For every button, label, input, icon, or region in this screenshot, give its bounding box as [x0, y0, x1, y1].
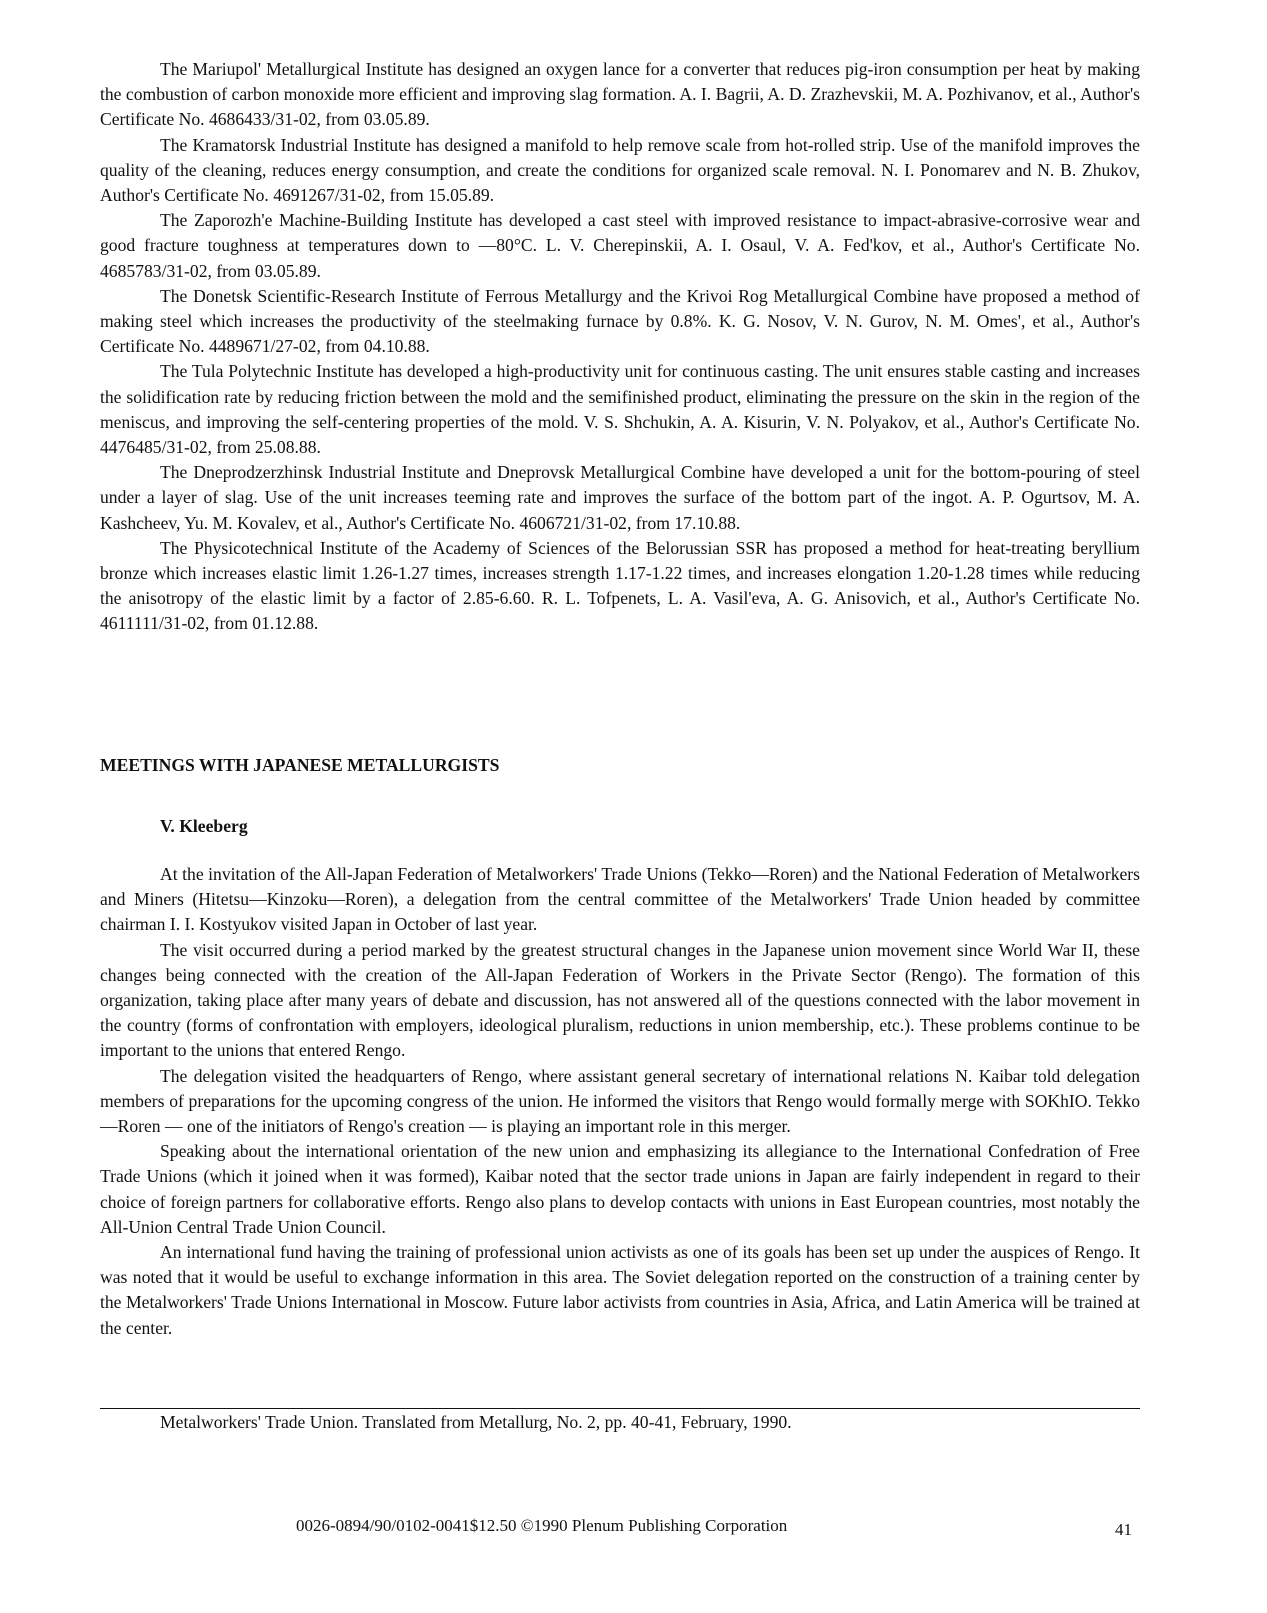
- abstract-paragraph: The Zaporozh'e Machine-Building Institute has developed a cast steel with improved resistance to impact-abrasive-corrosive wear and good fracture toughness at temperatures down to —80°C. L. V. Cherepinskii, A. I. Osaul, V. A. Fed'kov, et al., Author's Certificate No. 4685783/31-02, from 03.05.89.: [100, 210, 1140, 281]
- source-note: Metalworkers' Trade Union. Translated from Metallurg, No. 2, pp. 40-41, February, 1990.: [160, 1412, 792, 1432]
- footnote-divider: [100, 1408, 1140, 1409]
- article-title: MEETINGS WITH JAPANESE METALLURGISTS: [100, 755, 500, 775]
- article-author: V. Kleeberg: [160, 816, 248, 836]
- abstracts-section: [100, 57, 1140, 637]
- article-paragraph: At the invitation of the All-Japan Federation of Metalworkers' Trade Unions (Tekko—Roren) and the National Federation of Metalworkers and Miners (Hitetsu—Kinzoku—Roren), a delegation from the central committee of the Metalworkers' Trade Union headed by committee chairman I. I. Kostyukov visited Japan in October of last year.: [100, 864, 1140, 935]
- abstract-paragraph: The Tula Polytechnic Institute has developed a high-productivity unit for continuous casting. The unit ensures stable casting and increases the solidification rate by reducing friction between the mold and the semifinished product, eliminating the pressure on the skin in the region of the meniscus, and improving the self-centering properties of the mold. V. S. Shchukin, A. A. Kisurin, V. N. Polyakov, et al., Author's Certificate No. 4476485/31-02, from 25.08.88.: [100, 361, 1140, 458]
- abstract-paragraph: The Mariupol' Metallurgical Institute has designed an oxygen lance for a converter that reduces pig-iron consumption per heat by making the combustion of carbon monoxide more efficient and improving slag formation. A. I. Bagrii, A. D. Zrazhevskii, M. A. Pozhivanov, et al., Author's Certificate No. 4686433/31-02, from 03.05.89.: [100, 59, 1140, 130]
- article-paragraph: The delegation visited the headquarters of Rengo, where assistant general secretary of international relations N. Kaibar told delegation members of preparations for the upcoming congress of the union. He informed the visitors that Rengo would formally merge with SOKhIO. Tekko—Roren — one of the initiators of Rengo's creation — is playing an important role in this merger.: [100, 1065, 1140, 1137]
- publication-code: 0026-0894/90/0102-0041$12.50 ©1990 Plenum Publishing Corporation: [296, 1516, 788, 1535]
- abstract-paragraph: The Dneprodzerzhinsk Industrial Institute and Dneprovsk Metallurgical Combine have developed a unit for the bottom-pouring of steel under a layer of slag. Use of the unit increases teeming rate and improves the surface of the bottom part of the ingot. A. P. Ogurtsov, M. A. Kashcheev, Yu. M. Kovalev, et al., Author's Certificate No. 4606721/31-02, from 17.10.88.: [100, 462, 1140, 533]
- abstract-paragraph: The Physicotechnical Institute of the Academy of Sciences of the Belorussian SSR has proposed a method for heat-treating beryllium bronze which increases elastic limit 1.26-1.27 times, increases strength 1.17-1.22 times, and increases elongation 1.20-1.28 times while reducing the anisotropy of the elastic limit by a factor of 2.85-6.60. R. L. Tofpenets, L. A. Vasil'eva, A. G. Anisovich, et al., Author's Certificate No. 4611111/31-02, from 01.12.88.: [100, 537, 1140, 634]
- article-body: [100, 862, 1140, 1341]
- article-paragraph: Speaking about the international orientation of the new union and emphasizing its allegiance to the International Confedration of Free Trade Unions (which it joined when it was formed), Kaibar noted that the sector trade unions in Japan are fairly independent in regard to their choice of foreign partners for collaborative efforts. Rengo also plans to develop contacts with unions in East European countries, most notably the All-Union Central Trade Union Council.: [100, 1141, 1140, 1237]
- article-paragraph: An international fund having the training of professional union activists as one of its goals has been set up under the auspices of Rengo. It was noted that it would be useful to exchange information in this area. The Soviet delegation reported on the construction of a training center by the Metalworkers' Trade Unions International in Moscow. Future labor activists from countries in Asia, Africa, and Latin America will be trained at the center.: [100, 1242, 1140, 1338]
- article-paragraph: The visit occurred during a period marked by the greatest structural changes in the Japanese union movement since World War II, these changes being connected with the creation of the All-Japan Federation of Workers in the Private Sector (Rengo). The formation of this organization, taking place after many years of debate and discussion, has not answered all of the questions connected with the labor movement in the country (forms of confrontation with employers, ideological pluralism, reductions in union membership, etc.). These problems continue to be important to the unions that entered Rengo.: [100, 939, 1140, 1061]
- abstract-paragraph: The Kramatorsk Industrial Institute has designed a manifold to help remove scale from hot-rolled strip. Use of the manifold improves the quality of the cleaning, reduces energy consumption, and create the conditions for organized scale removal. N. I. Ponomarev and N. B. Zhukov, Author's Certificate No. 4691267/31-02, from 15.05.89.: [100, 134, 1140, 206]
- abstract-paragraph: The Donetsk Scientific-Research Institute of Ferrous Metallurgy and the Krivoi Rog Metallurgical Combine have proposed a method of making steel which increases the productivity of the steelmaking furnace by 0.8%. K. G. Nosov, V. N. Gurov, N. M. Omes', et al., Author's Certificate No. 4489671/27-02, from 04.10.88.: [100, 285, 1140, 357]
- page-number: 41: [1115, 1520, 1132, 1539]
